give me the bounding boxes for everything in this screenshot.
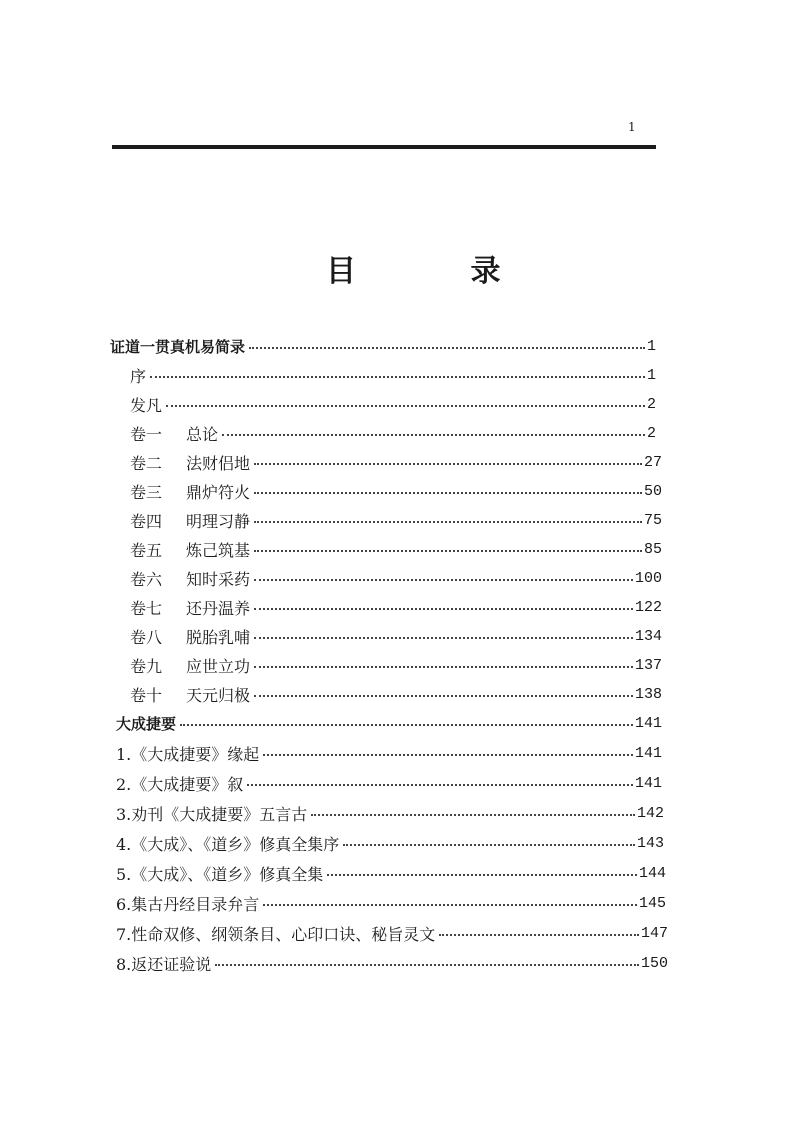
toc-entry-label: 天元归极 [186,685,251,705]
dot-leader [263,754,633,756]
toc-entry-page: 138 [634,685,662,703]
toc-entry-page: 122 [634,598,662,616]
toc-entry[interactable] [130,595,662,619]
toc-entry-label: 法财侣地 [186,453,251,473]
toc-entry[interactable] [130,363,656,387]
dot-leader [311,814,635,816]
toc-entry[interactable] [116,771,662,795]
dot-leader [254,579,633,581]
toc-entry-label: 6.集古丹经目录弁言 [116,894,260,914]
toc-entry-page: 2 [646,395,656,413]
dot-leader [254,695,633,697]
toc-entry-label: 证道一贯真机易简录 [110,337,246,356]
dot-leader [254,608,633,610]
dot-leader [247,784,633,786]
toc-entry-page: 75 [643,511,662,529]
toc-entry-volume: 卷三 [130,482,163,502]
toc-entry-label: 脱胎乳哺 [186,627,251,647]
toc-entry-volume: 卷一 [130,424,163,444]
dot-leader [222,434,645,436]
dot-leader [254,521,642,523]
toc-entry-page: 137 [634,656,662,674]
dot-leader [343,844,635,846]
toc-entry-volume: 卷七 [130,598,163,618]
dot-leader [263,904,637,906]
dot-leader [254,463,642,465]
toc-entry-label: 3.劝刊《大成捷要》五言古 [116,804,308,824]
toc-entry-page: 27 [643,453,662,471]
toc-entry[interactable] [130,508,662,532]
toc-entry-volume: 卷四 [130,511,163,531]
toc-entry-page: 142 [636,804,664,822]
toc-entry[interactable] [116,801,664,825]
toc-entry-page: 1 [646,337,656,355]
toc-entry[interactable] [116,891,666,915]
toc-entry-volume: 卷十 [130,685,163,705]
toc-entry[interactable] [130,421,656,445]
header-rule [112,145,656,149]
toc-entry-label: 4.《大成》、《道乡》修真全集序 [116,834,340,854]
toc-entry[interactable] [116,741,662,765]
toc-entry[interactable] [130,566,662,590]
toc-entry-page: 147 [640,924,668,942]
toc-entry-label: 总论 [186,424,219,444]
toc-entry[interactable] [110,334,656,358]
toc-entry-page: 85 [643,540,662,558]
toc-entry[interactable] [116,861,666,885]
page-title: 目 录 [326,254,553,289]
toc-entry-label: 发凡 [130,395,163,415]
toc-entry-label: 5.《大成》、《道乡》修真全集 [116,864,324,884]
toc-entry[interactable] [130,653,662,677]
toc-entry-label: 2.《大成捷要》叙 [116,774,244,794]
toc-entry-page: 2 [646,424,656,442]
toc-entry-label: 鼎炉符火 [186,482,251,502]
toc-entry[interactable] [130,450,662,474]
dot-leader [254,492,642,494]
toc-entry[interactable] [116,711,662,735]
toc-entry-label: 还丹温养 [186,598,251,618]
toc-entry-label: 炼己筑基 [186,540,251,560]
toc-entry-label: 应世立功 [186,656,251,676]
toc-entry-page: 150 [640,954,668,972]
dot-leader [215,964,639,966]
dot-leader [254,637,633,639]
toc-entry[interactable] [116,951,668,975]
dot-leader [254,550,642,552]
toc-entry-page: 134 [634,627,662,645]
toc-entry-label: 7.性命双修、纲领条目、心印口诀、秘旨灵文 [116,924,436,944]
dot-leader [439,934,639,936]
toc-entry[interactable] [116,831,664,855]
toc-entry-page: 141 [634,744,662,762]
toc-entry[interactable] [130,624,662,648]
toc-entry-label: 序 [130,366,147,386]
dot-leader [150,376,645,378]
page-number: 1 [628,120,636,134]
toc-entry-page: 143 [636,834,664,852]
toc-entry-label: 知时采药 [186,569,251,589]
toc-entry[interactable] [130,537,662,561]
toc-entry[interactable] [130,479,662,503]
toc-entry[interactable] [130,682,662,706]
toc-entry-volume: 卷六 [130,569,163,589]
toc-entry-label: 明理习静 [186,511,251,531]
toc-entry[interactable] [130,392,656,416]
dot-leader [166,405,645,407]
dot-leader [180,724,633,726]
toc-entry-page: 1 [646,366,656,384]
toc-entry[interactable] [116,921,668,945]
toc-entry-volume: 卷五 [130,540,163,560]
toc-entry-page: 144 [638,864,666,882]
toc-entry-page: 50 [643,482,662,500]
dot-leader [327,874,637,876]
toc-entry-page: 141 [634,774,662,792]
dot-leader [249,347,645,349]
toc-entry-label: 大成捷要 [116,714,177,733]
toc-entry-label: 8.返还证验说 [116,954,212,974]
toc-entry-volume: 卷八 [130,627,163,647]
toc-entry-page: 145 [638,894,666,912]
toc-entry-page: 100 [634,569,662,587]
toc-entry-volume: 卷九 [130,656,163,676]
toc-entry-label: 1.《大成捷要》缘起 [116,744,260,764]
dot-leader [254,666,633,668]
toc-entry-volume: 卷二 [130,453,163,473]
toc-entry-page: 141 [634,714,662,732]
